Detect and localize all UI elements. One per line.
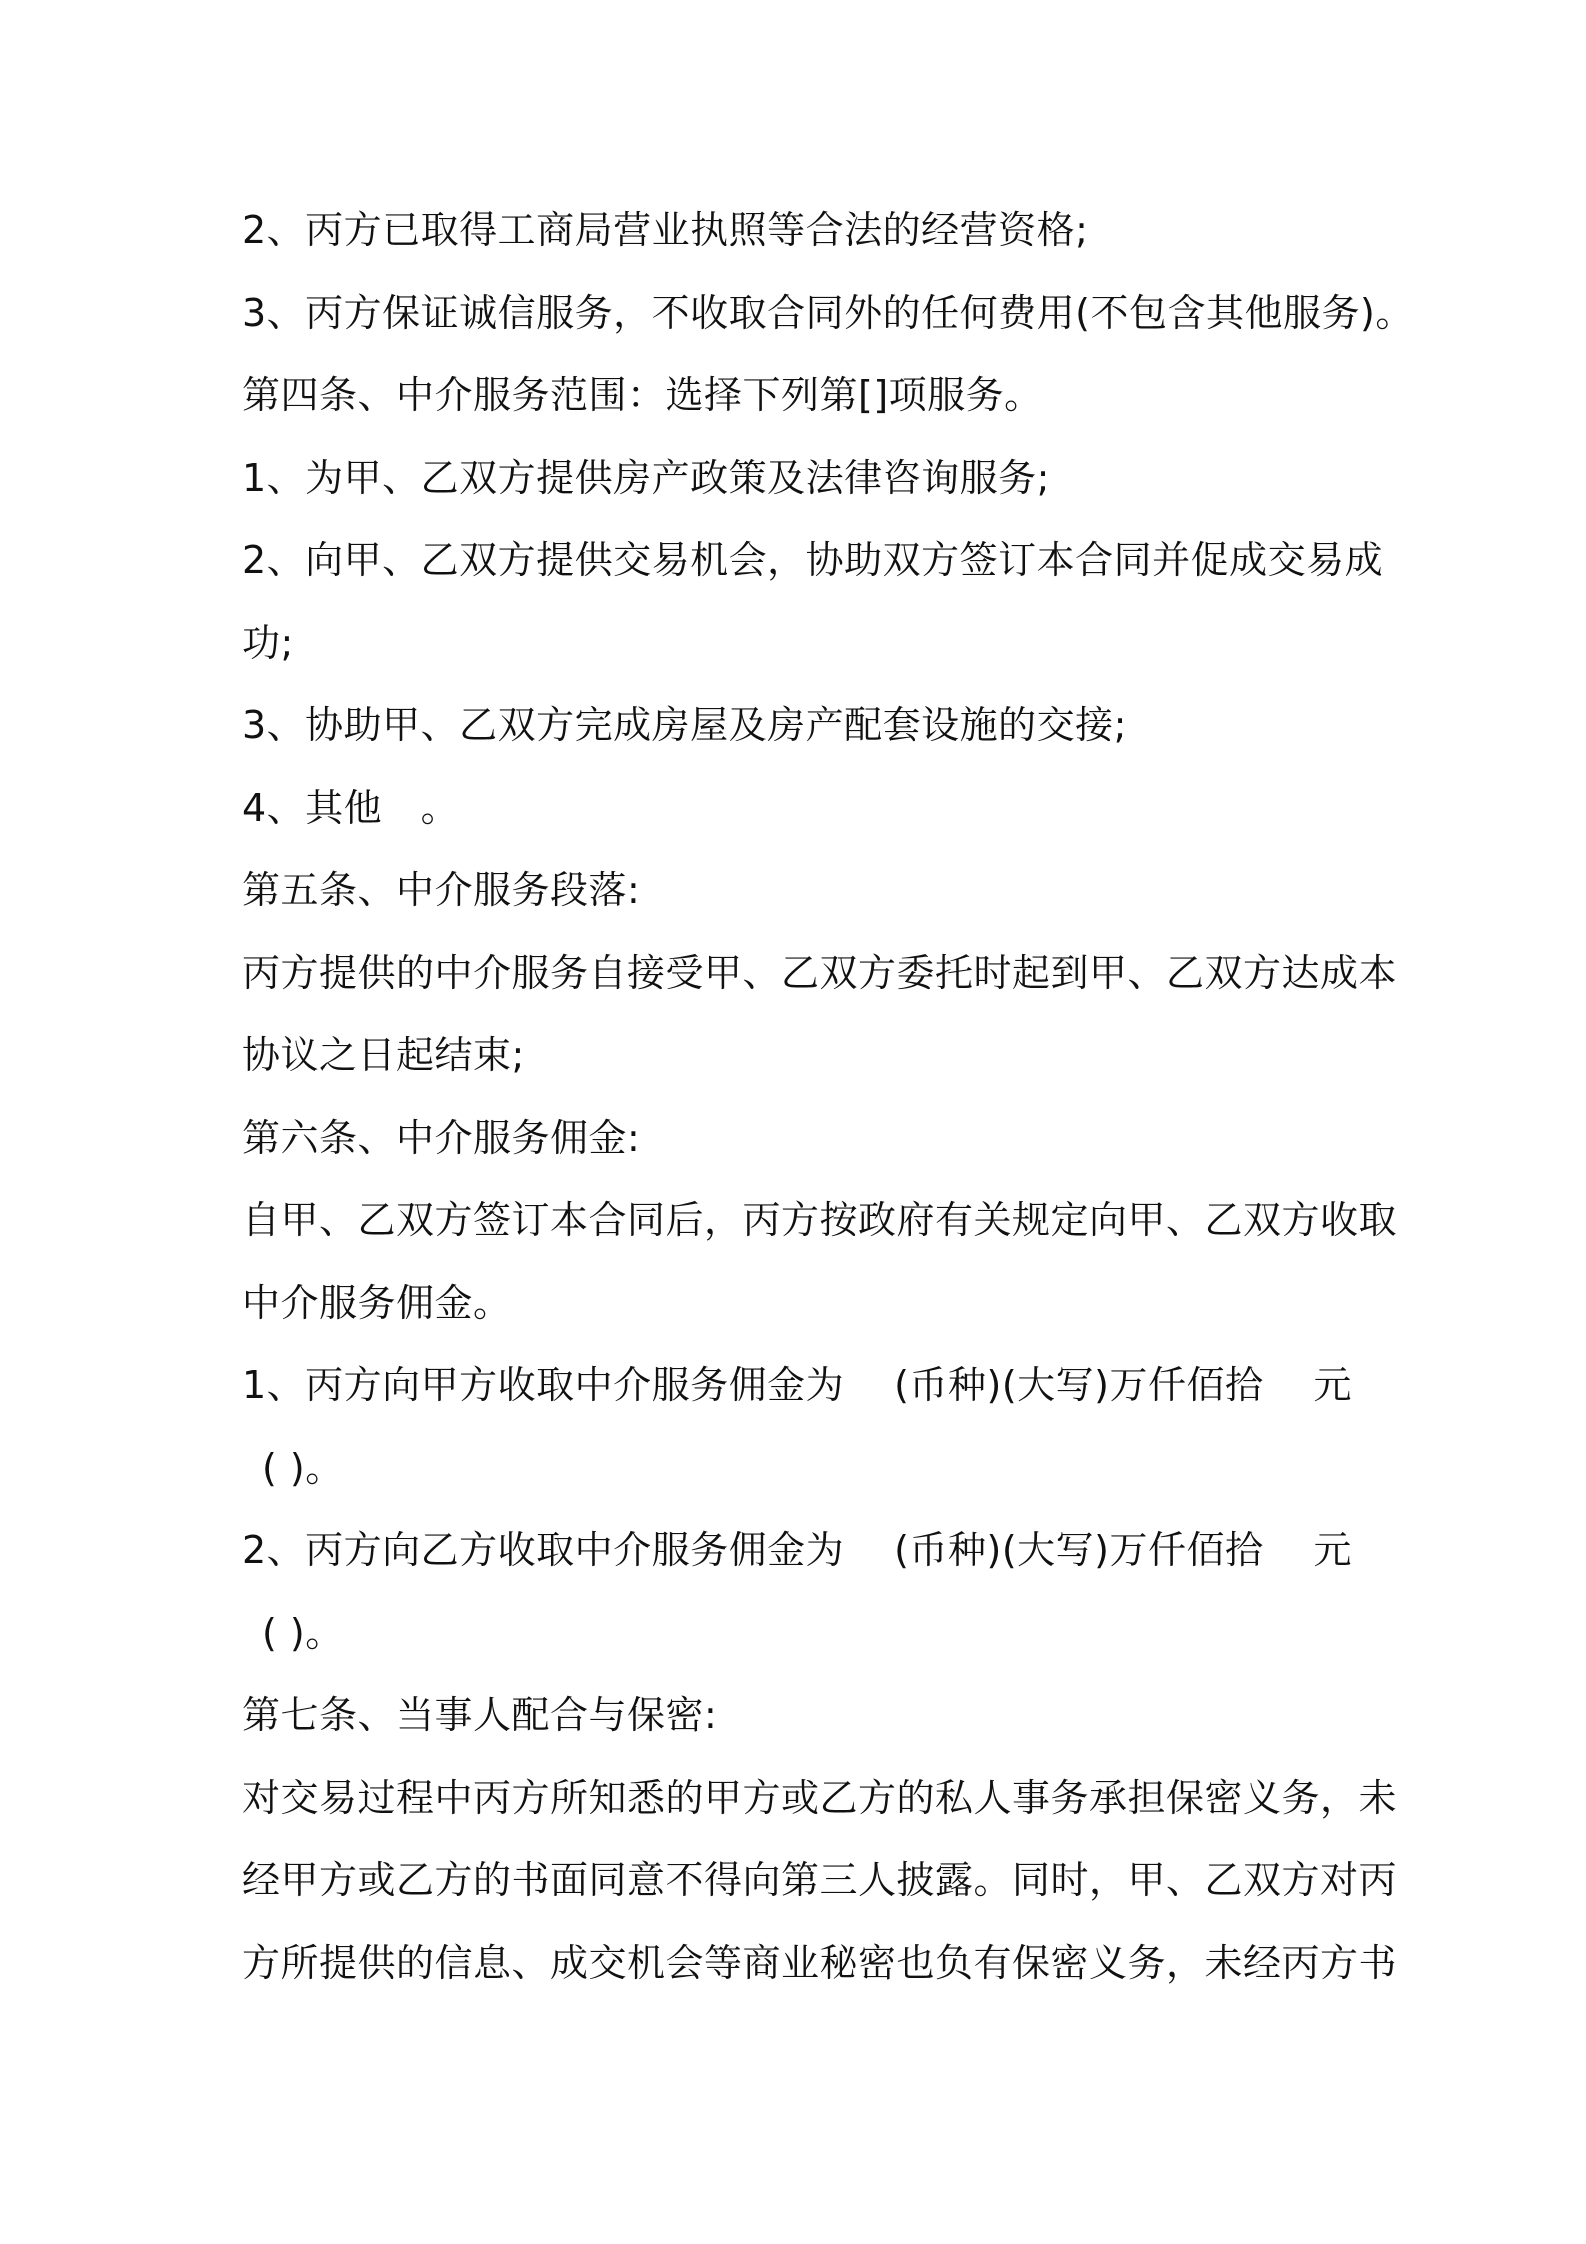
clause-3-item-3: 3、丙方保证诚信服务，不收取合同外的任何费用(不包含其他服务)。 (242, 291, 1414, 335)
clause-4-item-1: 1、为甲、乙双方提供房产政策及法律咨询服务; (242, 456, 1050, 500)
clause-3-item-2: 2、丙方已取得工商局营业执照等合法的经营资格; (242, 208, 1089, 252)
currency-amount-words-party-a: (币种)(大写)万仟佰拾 (894, 1363, 1264, 1407)
clause-4-item-2-continued: 功; (242, 621, 294, 665)
clause-7-heading: 第七条、当事人配合与保密: (242, 1693, 718, 1737)
clause-4-item-3: 3、协助甲、乙双方完成房屋及房产配套设施的交接; (242, 703, 1127, 747)
amount-figures-party-b: ( )。 (262, 1611, 344, 1655)
clause-6-item-1 (242, 1360, 1352, 1410)
commission-label-party-b: 2、丙方向乙方收取中介服务佣金为 (242, 1528, 845, 1572)
clause-6-body-continued: 中介服务佣金。 (242, 1281, 512, 1325)
currency-unit-party-b: 元 (1313, 1528, 1352, 1572)
currency-unit-party-a: 元 (1313, 1363, 1352, 1407)
clause-6-body: 自甲、乙双方签订本合同后，丙方按政府有关规定向甲、乙双方收取 (242, 1198, 1398, 1242)
clause-6-item-2 (242, 1525, 1352, 1575)
currency-amount-words-party-b: (币种)(大写)万仟佰拾 (894, 1528, 1264, 1572)
clause-4-item-4: 4、其他 。 (242, 786, 460, 830)
clause-5-body: 丙方提供的中介服务自接受甲、乙双方委托时起到甲、乙双方达成本 (242, 951, 1398, 995)
clause-5-body-continued: 协议之日起结束; (242, 1033, 525, 1077)
clause-7-body: 对交易过程中丙方所知悉的甲方或乙方的私人事务承担保密义务，未 (242, 1776, 1398, 1820)
commission-label-party-a: 1、丙方向甲方收取中介服务佣金为 (242, 1363, 845, 1407)
amount-figures-party-a: ( )。 (262, 1446, 344, 1490)
clause-6-heading: 第六条、中介服务佣金: (242, 1116, 641, 1160)
clause-5-heading: 第五条、中介服务段落: (242, 868, 641, 912)
clause-7-body-continued-2: 方所提供的信息、成交机会等商业秘密也负有保密义务，未经丙方书 (242, 1941, 1398, 1985)
clause-4-item-2: 2、向甲、乙双方提供交易机会，协助双方签订本合同并促成交易成 (242, 538, 1384, 582)
clause-7-body-continued-1: 经甲方或乙方的书面同意不得向第三人披露。同时，甲、乙双方对丙 (242, 1858, 1398, 1902)
clause-4-heading: 第四条、中介服务范围：选择下列第[]项服务。 (242, 373, 1043, 417)
